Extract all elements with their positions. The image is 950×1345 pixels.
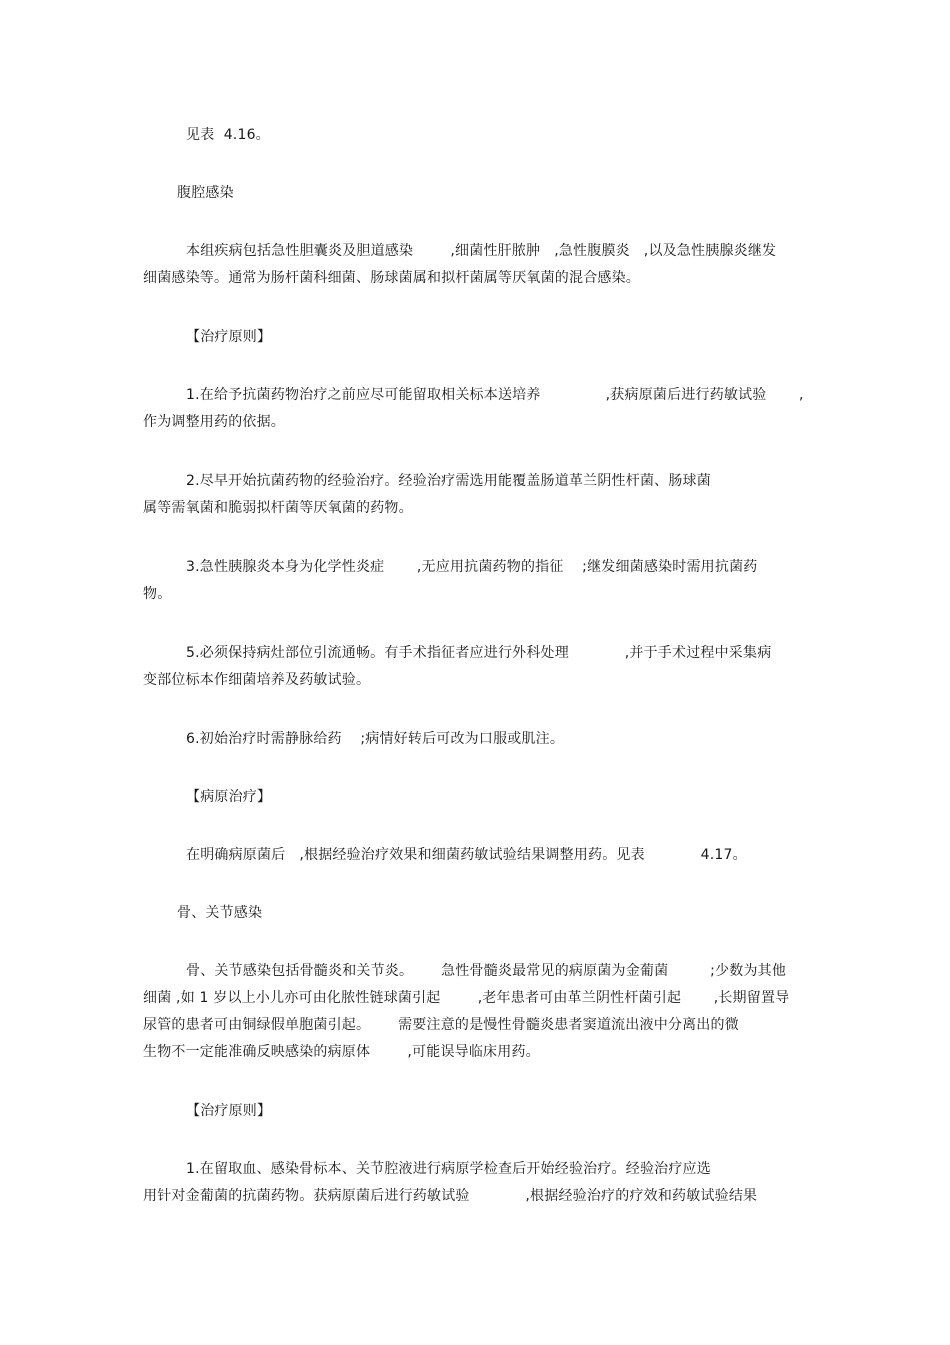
section-heading-abdominal-infection: 腹腔感染 — [177, 185, 234, 201]
list-item-1-continued: 作为调整用药的依据。 — [143, 414, 285, 430]
list-item-1: 1.在给予抗菌药物治疗之前应尽可能留取相关标本送培养 ,获病原菌后进行药敏试验 , — [186, 387, 804, 403]
list-item-1b: 1.在留取血、感染骨标本、关节腔液进行病原学检查后开始经验治疗。经验治疗应选 — [186, 1161, 711, 1177]
paragraph-line: 细菌 ,如 1 岁以上小儿亦可由化脓性链球菌引起 ,老年患者可由革兰阴性杆菌引起 ,长期留置导 — [143, 990, 790, 1006]
list-item-1b-continued: 用针对金葡菌的抗菌药物。获病原菌后进行药敏试验 ,根据经验治疗的疗效和药敏试验结果 — [143, 1188, 758, 1204]
section-heading-bone-joint-infection: 骨、关节感染 — [177, 905, 263, 921]
paragraph-line: 骨、关节感染包括骨髓炎和关节炎。 急性骨髓炎最常见的病原菌为金葡菌 ;少数为其他 — [186, 963, 787, 979]
paragraph-line: 本组疾病包括急性胆囊炎及胆道感染 ,细菌性肝脓肿 ,急性腹膜炎 ,以及急性胰腺炎继发 — [186, 243, 777, 259]
list-item-6: 6.初始治疗时需静脉给药 ;病情好转后可改为口服或肌注。 — [186, 731, 565, 747]
list-item-2: 2.尽早开始抗菌药物的经验治疗。经验治疗需选用能覆盖肠道革兰阴性杆菌、肠球菌 — [186, 473, 711, 489]
list-item-5-continued: 变部位标本作细菌培养及药敏试验。 — [143, 672, 371, 688]
subheading-treatment-principles-2: 【治疗原则】 — [186, 1103, 272, 1119]
paragraph-line: 细菌感染等。通常为肠杆菌科细菌、肠球菌属和拟杆菌属等厌氧菌的混合感染。 — [143, 270, 640, 286]
list-item-5: 5.必须保持病灶部位引流通畅。有手术指征者应进行外科处理 ,并于手术过程中采集病 — [186, 645, 772, 661]
paragraph-line: 在明确病原菌后 ,根据经验治疗效果和细菌药敏试验结果调整用药。见表 4.17。 — [186, 847, 747, 863]
list-item-2-continued: 属等需氧菌和脆弱拟杆菌等厌氧菌的药物。 — [143, 500, 413, 516]
list-item-3-continued: 物。 — [143, 586, 172, 602]
subheading-treatment-principles: 【治疗原则】 — [186, 329, 272, 345]
paragraph-line: 尿管的患者可由铜绿假单胞菌引起。 需要注意的是慢性骨髓炎患者窦道流出液中分离出的微 — [143, 1017, 739, 1033]
paragraph-line: 生物不一定能准确反映感染的病原体 ,可能误导临床用药。 — [143, 1044, 540, 1060]
text-line-see-table-416: 见表 4.16。 — [186, 127, 270, 143]
list-item-3: 3.急性胰腺炎本身为化学性炎症 ,无应用抗菌药物的指征 ;继发细菌感染时需用抗菌药 — [186, 559, 758, 575]
subheading-pathogen-treatment: 【病原治疗】 — [186, 789, 272, 805]
